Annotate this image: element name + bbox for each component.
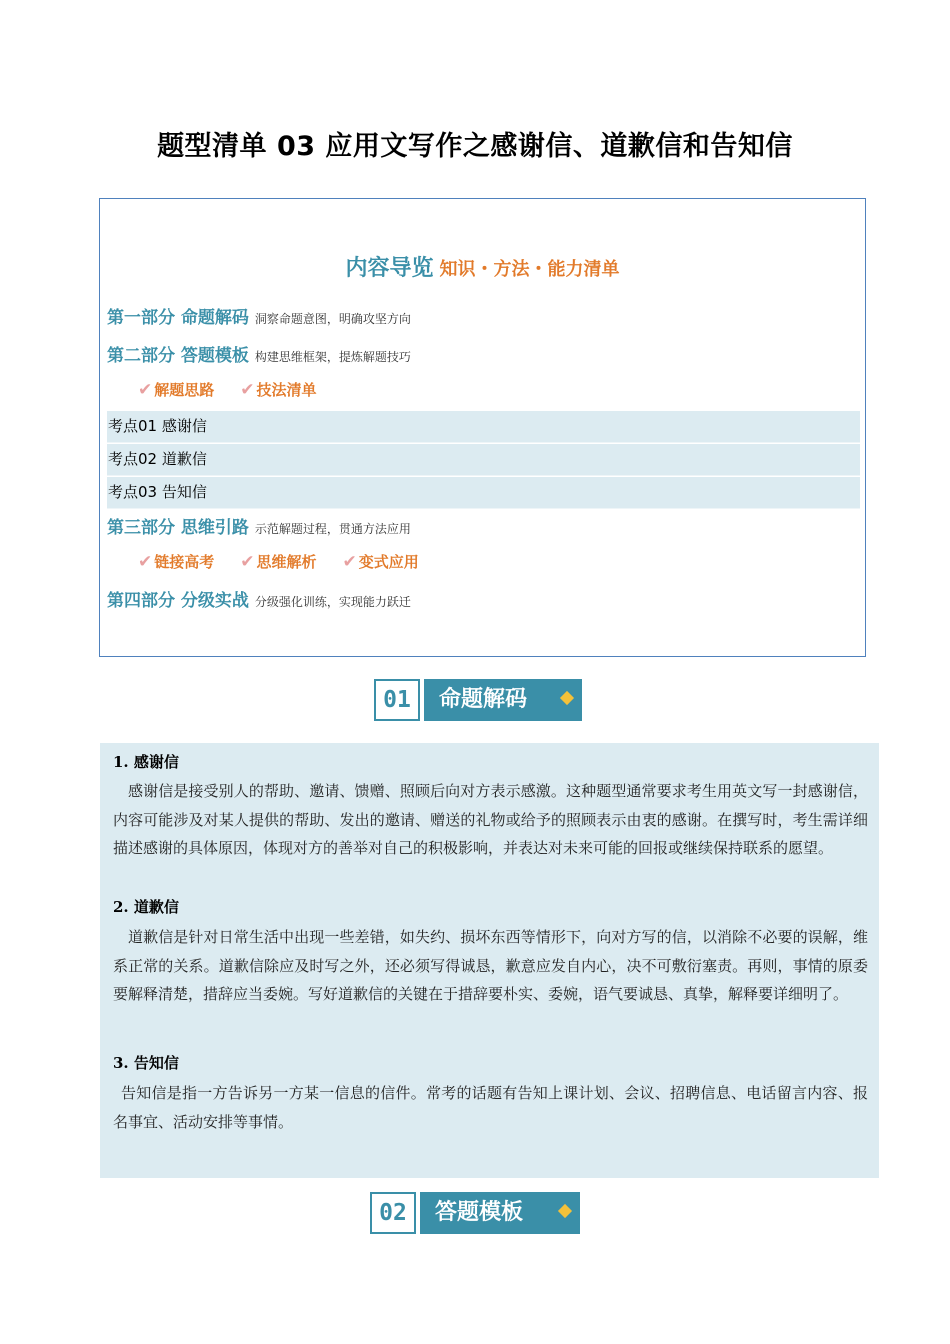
badge-label: 答题模板 (420, 1192, 580, 1234)
section-paragraph: 道歉信是针对日常生活中出现一些差错，如失约、损坏东西等情形下，向对方写的信，以消除不必要的误解，维系正常的关系。道歉信除应及时写之外，还必须写得诚恳，歉意应发自内心，决不可敷衍塞责。再则，事情的原委要解释清楚，措辞应当委婉。写好道歉信的关键在于措辞要朴实、委婉，语气要诚恳、真挚，解释要详细明了。 (113, 928, 868, 1004)
section-heading: 2. 道歉信 (113, 898, 179, 916)
part-name: 第一部分 命题解码 (107, 308, 249, 328)
check-item: ✔ 变式应用 (342, 552, 419, 572)
part-name: 第四部分 分级实战 (107, 591, 249, 611)
section-paragraph: 感谢信是接受别人的帮助、邀请、馈赠、照顾后向对方表示感激。这种题型通常要求考生用英文写一封感谢信，内容可能涉及对某人提供的帮助、发出的邀请、赠送的礼物或给予的照顾表示由衷的感谢。在撰写时，考生需详细描述感谢的具体原因，体现对方的善举对自己的积极影响，并表达对未来可能的回报或继续保持联系的愿望。 (113, 782, 868, 858)
overview-subtitle: 知识・方法・能力清单 (439, 259, 620, 280)
checkmark-icon: ✔ (138, 380, 153, 400)
overview-title: 内容导览 (345, 256, 434, 281)
part-desc: 分级强化训练，实现能力跃迁 (254, 595, 411, 609)
part-4 (107, 586, 411, 611)
checkmark-icon: ✔ (240, 380, 255, 400)
part-desc: 构建思维框架，提炼解题技巧 (254, 350, 411, 364)
kaodian-row: 考点03 告知信 (107, 477, 860, 509)
badge-label: 命题解码 (424, 679, 582, 721)
kaodian-row: 考点01 感谢信 (107, 411, 860, 443)
content-overview-box (99, 198, 866, 657)
check-item: ✔ 思维解析 (240, 552, 317, 572)
checkmark-icon: ✔ (240, 552, 255, 572)
section-heading: 1. 感谢信 (113, 753, 179, 771)
check-item: ✔ 链接高考 (138, 552, 215, 572)
part-name: 第三部分 思维引路 (107, 518, 249, 538)
section-badge-02 (370, 1192, 580, 1234)
section-badge-01 (374, 679, 582, 721)
part-name: 第二部分 答题模板 (107, 346, 249, 366)
mingti-jiema-panel (100, 743, 879, 1178)
part-desc: 洞察命题意图，明确攻坚方向 (254, 312, 411, 326)
part-3-checklist (138, 551, 445, 572)
part-desc: 示范解题过程，贯通方法应用 (254, 522, 411, 536)
kaodian-row: 考点02 道歉信 (107, 444, 860, 476)
badge-number: 02 (370, 1192, 416, 1234)
part-3 (107, 513, 411, 538)
check-item: ✔ 技法清单 (240, 380, 317, 400)
part-2 (107, 341, 411, 366)
part-2-checklist (138, 379, 343, 400)
check-item: ✔ 解题思路 (138, 380, 215, 400)
section-heading: 3. 告知信 (113, 1054, 179, 1072)
overview-heading (100, 251, 865, 282)
section-paragraph: 告知信是指一方告诉另一方某一信息的信件。常考的话题有告知上课计划、会议、招聘信息、电话留言内容、报名事宜、活动安排等事情。 (113, 1084, 868, 1131)
checkmark-icon: ✔ (138, 552, 153, 572)
part-1 (107, 303, 411, 328)
page-title: 题型清单 03 应用文写作之感谢信、道歉信和告知信 (157, 131, 793, 162)
checkmark-icon: ✔ (342, 552, 357, 572)
badge-number: 01 (374, 679, 420, 721)
